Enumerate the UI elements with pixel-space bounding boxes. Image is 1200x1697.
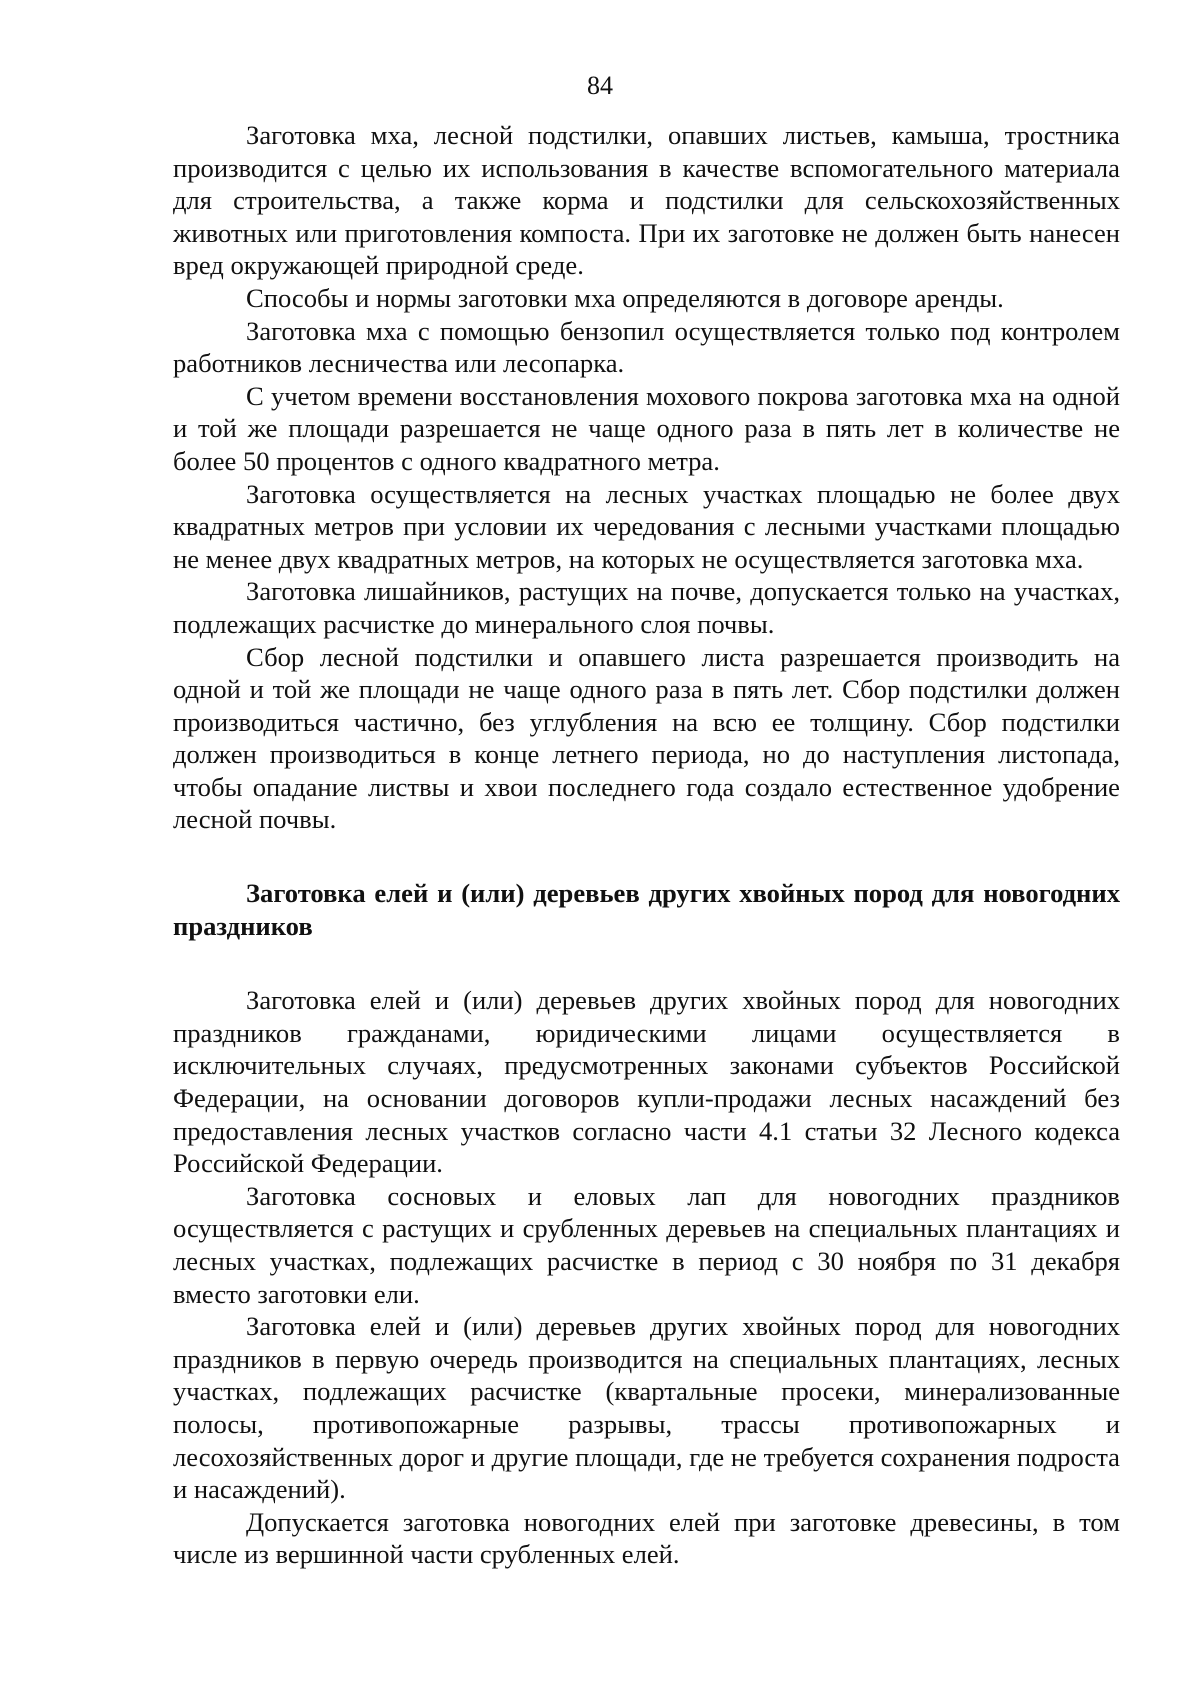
paragraph-moss-methods: Способы и нормы заготовки мха определяются в договоре аренды. bbox=[246, 282, 1004, 313]
paragraph-moss-chainsaw: Заготовка мха с помощью бензопил осуществляется только под контролем работников лесничества или лесопарка. bbox=[173, 315, 1120, 379]
page-number: 84 bbox=[587, 71, 613, 100]
paragraph-moss-harvest-purpose: Заготовка мха, лесной подстилки, опавших листьев, камыша, тростника производится с целью их использования в качестве вспомогательного материала для строительства, а также корма и подстилки для сельскохозяйственных животных или приготовления компоста. При их заготовке не должен быть нанесен вред окружающей природной среде. bbox=[173, 120, 1120, 281]
paragraph-tree-harvest-locations: Заготовка елей и (или) деревьев других хвойных пород для новогодних праздников в первую очередь производится на специальных плантациях, лесных участках, подлежащих расчистке (квартальные просеки, минерализованные полосы, противопожарные разрывы, трассы противопожарных и лесохозяйственных дорог и другие площади, где не требуется сохранения подроста и насаждений). bbox=[173, 1311, 1120, 1505]
paragraph-tree-harvest-timber: Допускается заготовка новогодних елей при заготовке древесины, в том числе из вершинной части срубленных елей. bbox=[173, 1506, 1120, 1570]
paragraph-litter-collection: Сбор лесной подстилки и опавшего листа разрешается производить на одной и той же площади не чаще одного раза в пять лет. Сбор подстилки должен производиться частично, без углубления на всю ее толщину. Сбор подстилки должен производиться в конце летнего периода, но до наступления листопада, чтобы опадание листвы и хвои последнего года создало естественное удобрение лесной почвы. bbox=[173, 641, 1120, 835]
section-heading-new-year-trees: Заготовка елей и (или) деревьев других хвойных пород для новогодних праздников bbox=[173, 878, 1120, 941]
paragraph-moss-recovery: С учетом времени восстановления мохового покрова заготовка мха на одной и той же площади разрешается не чаще одного раза в пять лет в количестве не более 50 процентов с одного квадратного метра. bbox=[173, 380, 1120, 476]
paragraph-moss-plot-size: Заготовка осуществляется на лесных участках площадью не более двух квадратных метров при условии их чередования с лесными участками площадью не менее двух квадратных метров, на которых не осуществляется заготовка мха. bbox=[173, 478, 1120, 574]
paragraph-tree-harvest-basis: Заготовка елей и (или) деревьев других хвойных пород для новогодних праздников гражданами, юридическими лицами осуществляется в исключительных случаях, предусмотренных законами субъектов Российской Федерации, на основании договоров купли-продажи лесных насаждений без предоставления лесных участков согласно части 4.1 статьи 32 Лесного кодекса Российской Федерации. bbox=[173, 985, 1120, 1179]
paragraph-pine-spruce-branches: Заготовка сосновых и еловых лап для новогодних праздников осуществляется с растущих и срубленных деревьев на специальных плантациях и лесных участках, подлежащих расчистке в период с 30 ноября по 31 декабря вместо заготовки ели. bbox=[173, 1180, 1120, 1309]
document-body bbox=[173, 119, 1120, 1571]
paragraph-lichen-harvest: Заготовка лишайников, растущих на почве, допускается только на участках, подлежащих расчистке до минерального слоя почвы. bbox=[173, 576, 1120, 639]
